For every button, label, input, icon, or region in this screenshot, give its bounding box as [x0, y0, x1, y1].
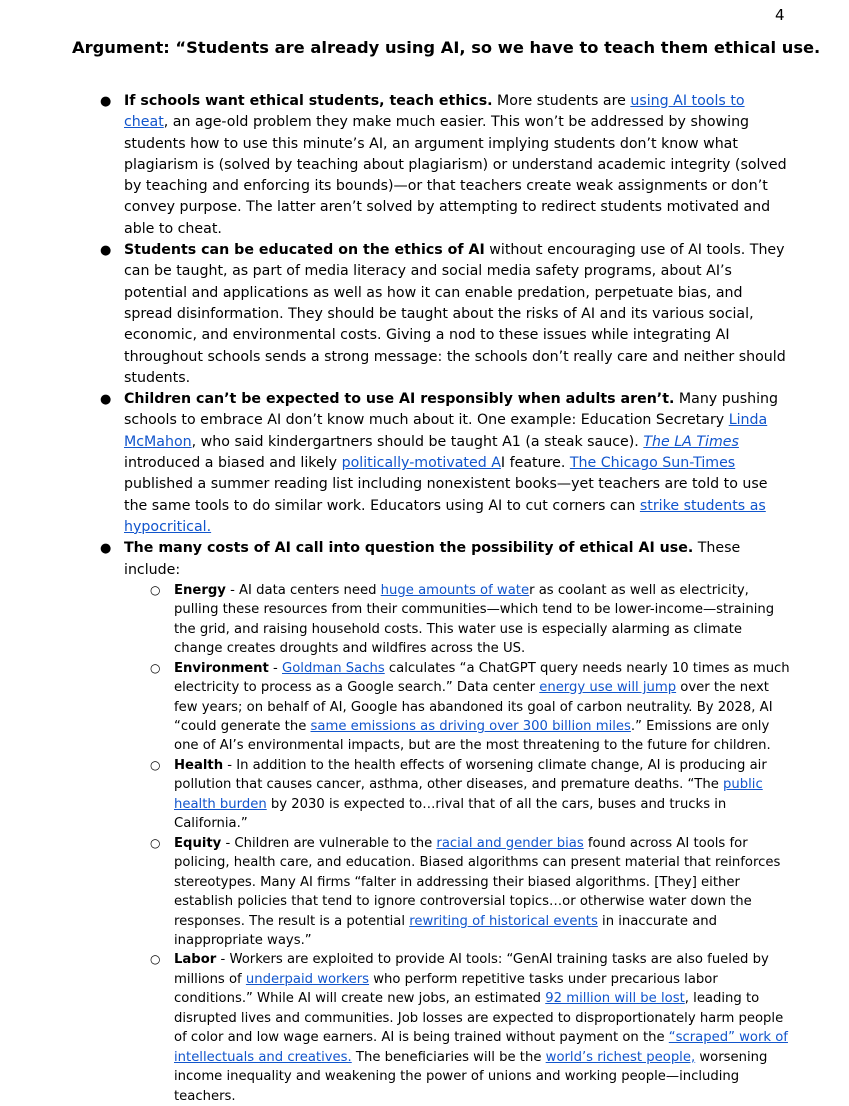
link-bias[interactable]: racial and gender bias — [436, 835, 584, 851]
link-rewriting-history[interactable]: rewriting of historical events — [409, 913, 598, 929]
cost-environment — [124, 659, 790, 756]
bullet-dot-icon: ● — [100, 392, 112, 408]
bullet-text: More students are — [492, 93, 631, 109]
link-ai-cheat[interactable]: using AI tools to cheat — [124, 93, 745, 131]
cost-label: Health — [174, 757, 224, 773]
costs-sub-list — [124, 581, 790, 1106]
bullet-adults-responsibility — [60, 389, 790, 538]
cost-text: .” Emissions are only one of AI’s environmental impacts, but are the most threatening to the future for children. — [174, 719, 771, 754]
sub-bullet-circle-icon: ○ — [150, 952, 161, 967]
cost-text: over the next few years; on behalf of AI, Google has abandoned its goal of carbon neutrality. By 2028, AI “could generate the — [174, 680, 773, 734]
bullet-text: , who said kindergartners should be taught A1 (a steak sauce). — [191, 433, 644, 450]
link-scraped-work[interactable]: “scraped” work of intellectuals and creatives. — [174, 1030, 788, 1065]
cost-label: Environment — [174, 660, 269, 676]
bullet-educate-ethics — [60, 240, 790, 389]
cost-energy — [124, 581, 790, 659]
cost-text: The beneficiaries will be the — [351, 1049, 546, 1065]
link-underpaid-workers[interactable]: underpaid workers — [245, 971, 370, 987]
cost-label: Energy — [174, 582, 226, 598]
bullet-dot-icon: ● — [100, 541, 112, 557]
link-energy-use[interactable]: energy use will jump — [539, 680, 677, 696]
cost-label: Labor — [174, 952, 217, 968]
bullet-heading: The many costs of AI call into question the possibility of ethical AI use. — [124, 540, 694, 557]
link-jobs-lost[interactable]: 92 million will be lost — [545, 991, 685, 1007]
bullet-heading: Students can be educated on the ethics of AI — [124, 242, 485, 259]
cost-equity — [124, 834, 790, 951]
cost-text: - Children are vulnerable to the — [221, 835, 437, 851]
cost-text: - — [268, 660, 282, 676]
bullet-text: introduced a biased and likely — [124, 455, 342, 472]
bullet-text: , an age-old problem they make much easier. This won’t be addressed by showing students how to use this minute’s AI, an argument implying students don’t know what plagiarism is (solved by teaching about plagiarism) or understand academic integrity (solved by teaching and enforcing its bounds)—or that teachers create weak assignments or don’t convey purpose. The latter aren’t solved by attempting to redirect students motivated and able to cheat. — [124, 114, 787, 237]
link-richest-people[interactable]: world’s richest people, — [545, 1049, 696, 1065]
cost-text: found across AI tools for policing, health care, and education. Biased algorithms can present material that reinforces stereotypes. Many AI firms “falter in addressing their biased algorithms. [They] either establish policies that tend to ignore controversial topics…or otherwise water down the responses. The result is a potential — [174, 835, 781, 929]
link-emissions[interactable]: same emissions as driving over 300 billion miles — [310, 719, 631, 734]
sub-bullet-circle-icon: ○ — [150, 660, 161, 675]
bullet-dot-icon: ● — [100, 243, 112, 259]
bullet-text: without encouraging use of AI tools. They can be taught, as part of media literacy and social media safety programs, about AI’s potential and applications as well as how it can enable predation, perpetuate bias, and spread disinformation. They should be taught about the risks of AI and its various social, economic, and environmental costs. Giving a nod to these issues while integrating AI throughout schools sends a strong message: the schools don’t really care and neither should students. — [124, 242, 786, 386]
bullet-text: These include: — [124, 540, 741, 578]
link-la-times[interactable]: The LA Times — [643, 433, 739, 450]
link-politically-motivated[interactable]: politically-motivated A — [341, 455, 501, 472]
bullet-text: published a summer reading list including nonexistent books—yet teachers are told to use the same tools to do similar work. Educators using AI to cut corners can — [124, 476, 768, 514]
cost-health — [124, 756, 790, 834]
link-linda-mcmahon[interactable]: Linda McMahon — [124, 412, 768, 450]
argument-heading: Argument: “Students are already using AI, so we have to teach them ethical use. — [72, 38, 821, 57]
bullet-text: I feature. — [500, 455, 570, 472]
cost-label: Equity — [174, 835, 222, 851]
cost-text: by 2030 is expected to…rival that of all the cars, buses and trucks in California.” — [174, 796, 727, 832]
sub-bullet-circle-icon: ○ — [150, 835, 161, 850]
cost-text: , leading to disrupted lives and communities. Job losses are expected to disproportionately harm people of color and low wage earners. AI is being trained without payment on the — [174, 991, 784, 1046]
bullet-text: Many pushing schools to embrace AI don’t know much about it. One example: Education Secretary — [124, 391, 779, 429]
sub-bullet-circle-icon: ○ — [150, 582, 161, 597]
cost-text: r as coolant as well as electricity, pulling these resources from their communities—which tend to be lower-income—straining the grid, and raising household costs. This water use is especially alarming as climate change creates droughts and wildfires across the US. — [174, 582, 775, 657]
page-number: 4 — [775, 6, 785, 24]
cost-text: who perform repetitive tasks under precarious labor conditions.” While AI will create new jobs, an estimated — [174, 971, 718, 1007]
bullet-teach-ethics — [60, 91, 790, 240]
bullet-heading: If schools want ethical students, teach ethics. — [124, 93, 493, 109]
link-public-health-burden[interactable]: public health burden — [174, 777, 763, 812]
cost-text: - AI data centers need — [225, 582, 381, 598]
argument-bullet-list — [60, 91, 790, 1106]
cost-labor — [124, 950, 790, 1106]
link-goldman-sachs[interactable]: Goldman Sachs — [282, 660, 385, 676]
cost-text: worsening income inequality and weakening the power of unions and working people—including teachers. — [174, 1049, 768, 1104]
cost-text: - Workers are exploited to provide AI tools: “GenAI training tasks are also fueled by millions of — [174, 952, 769, 987]
cost-text: in inaccurate and inappropriate ways.” — [174, 913, 718, 948]
link-chicago-sun-times[interactable]: The Chicago Sun-Times — [569, 455, 736, 472]
cost-text: - In addition to the health effects of worsening climate change, AI is producing air pollution that causes cancer, asthma, other diseases, and premature deaths. “The — [174, 757, 767, 793]
bullet-heading: Children can’t be expected to use AI responsibly when adults aren’t. — [124, 391, 675, 408]
bullet-costs-of-ai — [60, 538, 790, 1106]
sub-bullet-circle-icon: ○ — [150, 757, 161, 772]
link-hypocritical[interactable]: strike students as hypocritical. — [124, 497, 766, 535]
link-water[interactable]: huge amounts of wate — [380, 582, 530, 598]
bullet-dot-icon: ● — [100, 94, 112, 109]
cost-text: calculates “a ChatGPT query needs nearly 10 times as much electricity to process as a Google search.” Data center — [174, 660, 790, 696]
